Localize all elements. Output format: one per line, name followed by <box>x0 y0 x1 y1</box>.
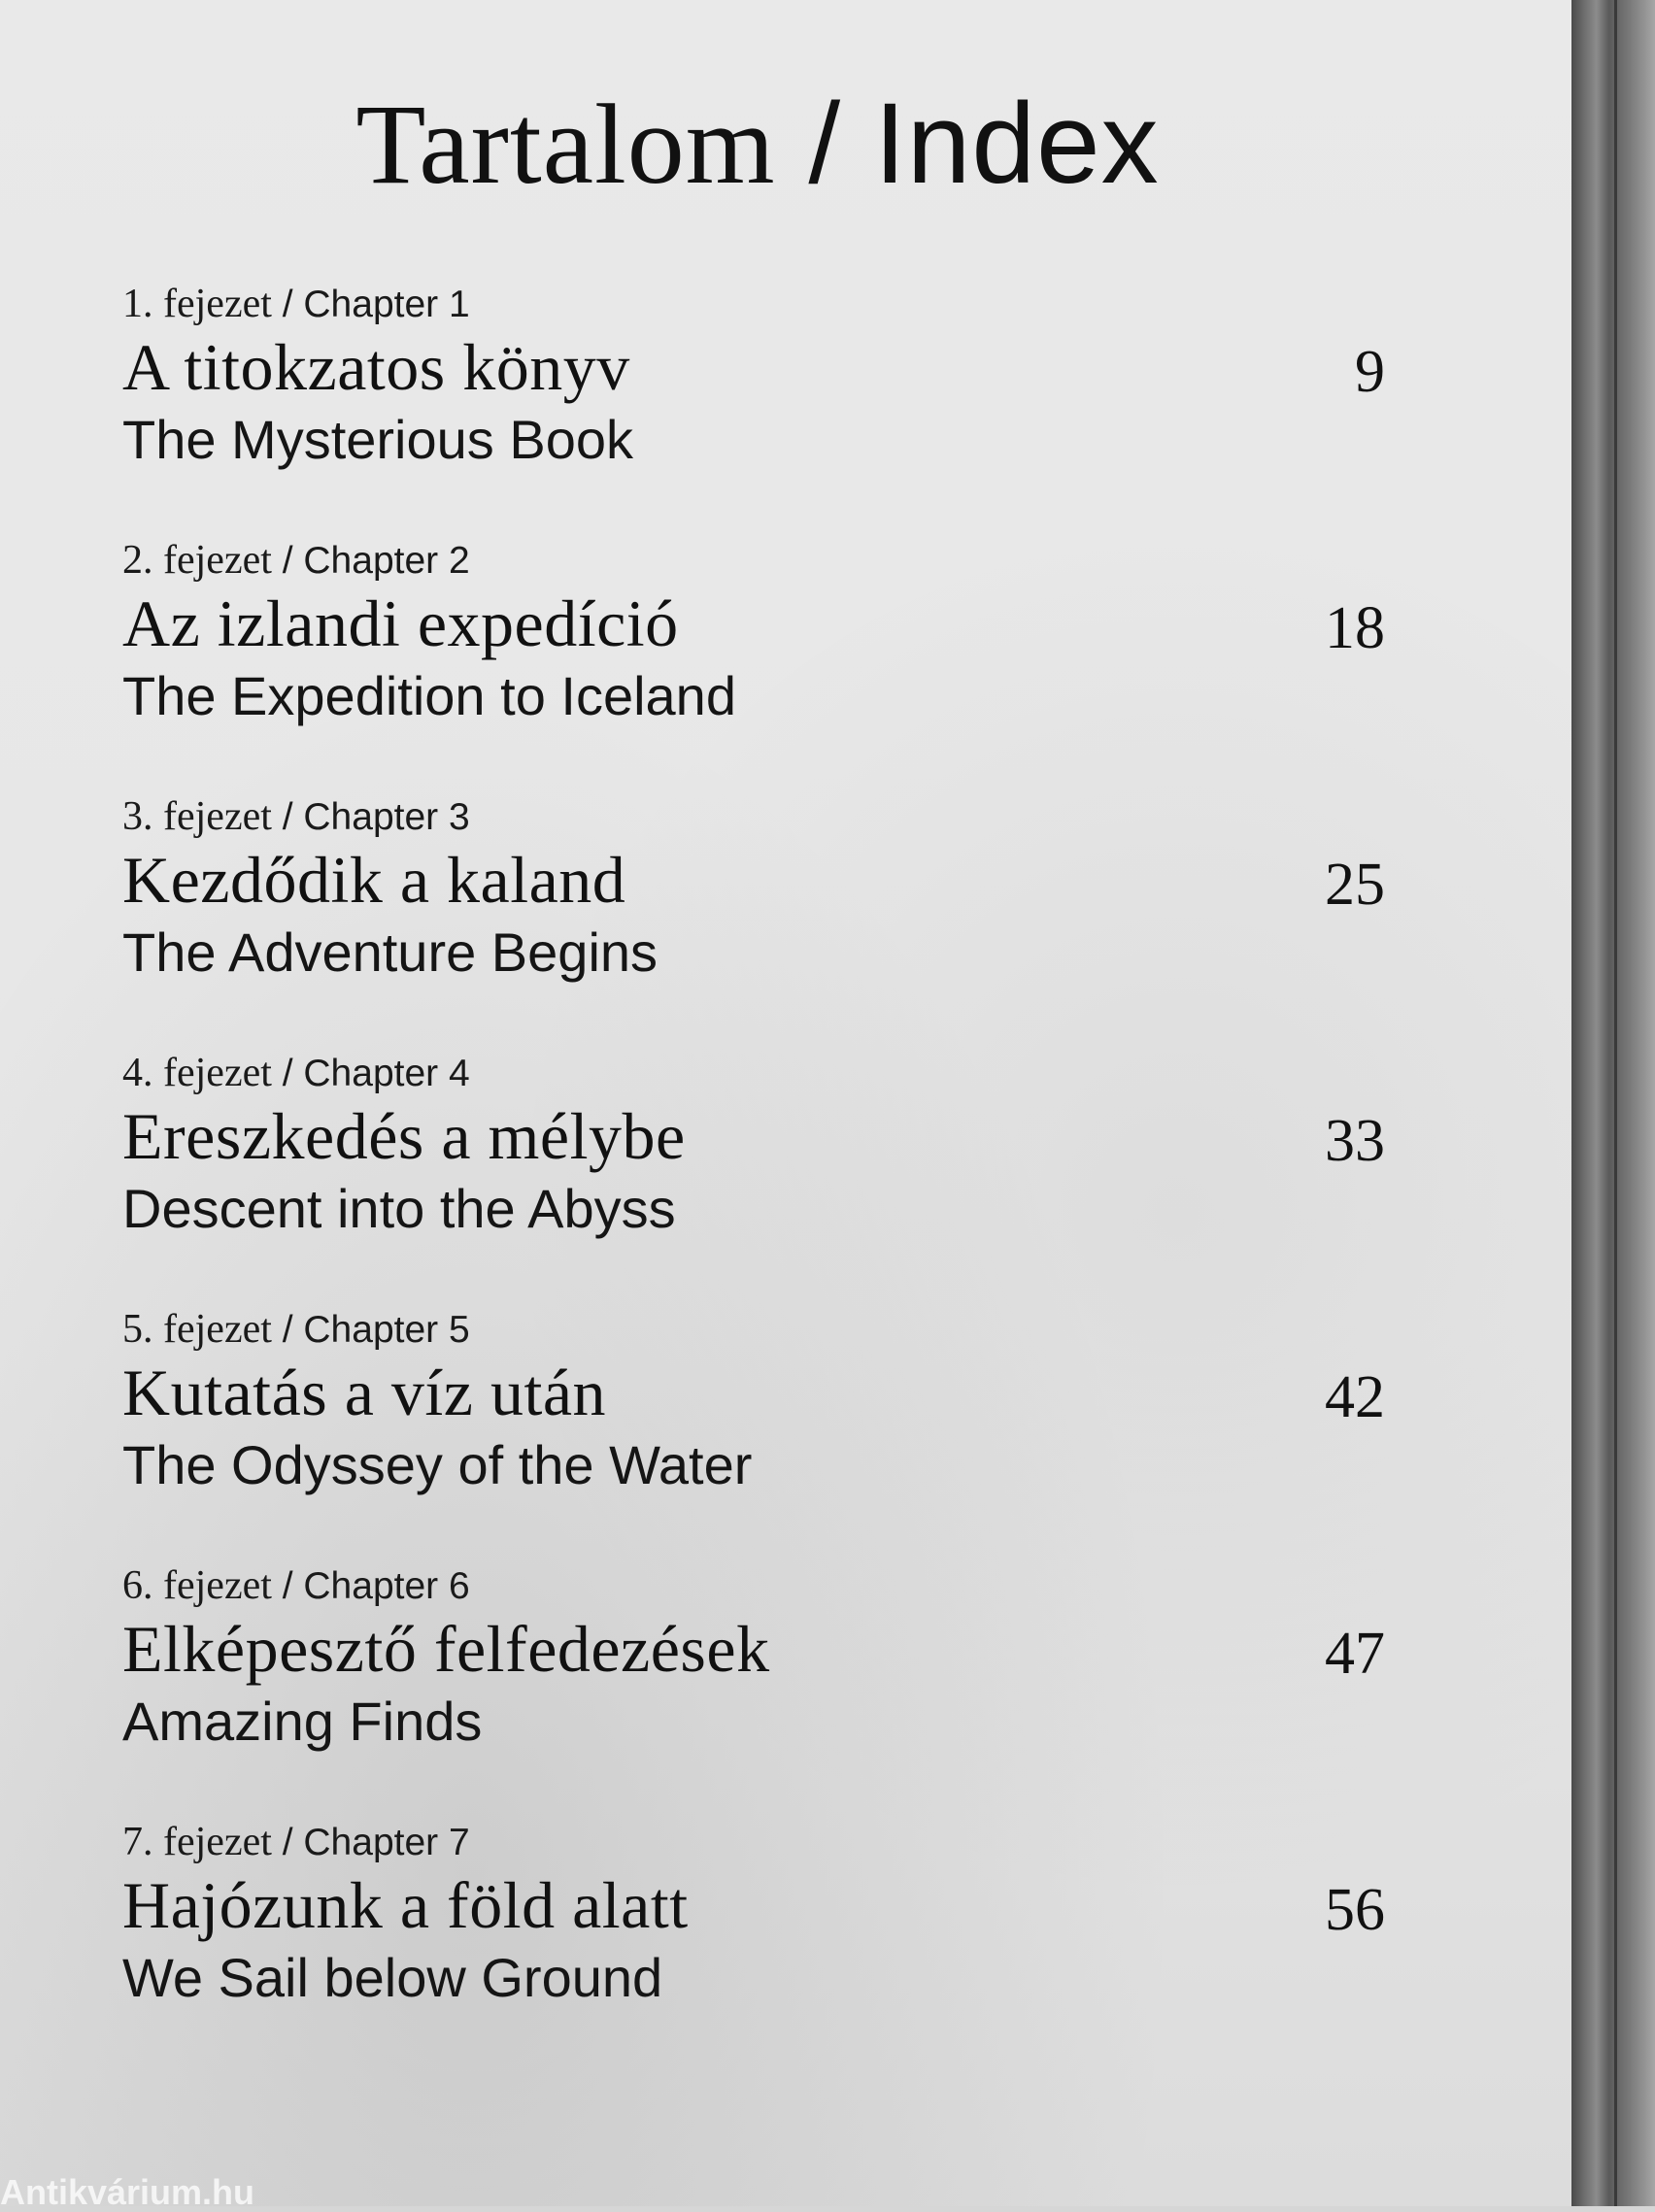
toc-entry-4 <box>122 1049 1385 1305</box>
table-of-contents <box>122 280 1385 2074</box>
chapter-title-hu: A titokzatos könyv <box>122 330 630 404</box>
page-number: 9 <box>1355 339 1385 405</box>
title-hungarian: Tartalom <box>355 81 776 208</box>
chapter-title-en: Descent into the Abyss <box>122 1178 676 1239</box>
toc-entry-6 <box>122 1561 1385 1818</box>
chapter-label <box>122 1561 1385 1611</box>
chapter-title-en: The Mysterious Book <box>122 409 633 470</box>
page-number: 33 <box>1325 1108 1385 1174</box>
chapter-label <box>122 1818 1385 1867</box>
chapter-label <box>122 1305 1385 1355</box>
title-english: / Index <box>775 80 1160 208</box>
chapter-title-en: Amazing Finds <box>122 1691 483 1752</box>
toc-entry-1 <box>122 280 1385 536</box>
page-number: 18 <box>1325 595 1385 661</box>
chapter-label-hu: 7. fejezet <box>122 1820 272 1864</box>
book-spine-edge <box>1571 0 1655 2206</box>
chapter-label-en: / Chapter 1 <box>271 284 470 325</box>
chapter-label <box>122 792 1385 842</box>
chapter-title-hu: Az izlandi expedíció <box>122 587 679 660</box>
chapter-label-en: / Chapter 2 <box>271 540 470 582</box>
chapter-title-hu: Hajózunk a föld alatt <box>122 1868 689 1942</box>
chapter-title-en: The Expedition to Iceland <box>122 665 736 726</box>
chapter-label-hu: 4. fejezet <box>122 1051 272 1095</box>
toc-entry-5 <box>122 1305 1385 1561</box>
chapter-label-en: / Chapter 4 <box>271 1053 470 1094</box>
chapter-label-hu: 5. fejezet <box>122 1307 272 1352</box>
chapter-label <box>122 280 1385 329</box>
page-title <box>0 76 1515 213</box>
chapter-title-hu: Elképesztő felfedezések <box>122 1612 770 1686</box>
toc-entry-3 <box>122 792 1385 1049</box>
chapter-title-en: The Adventure Begins <box>122 922 659 983</box>
chapter-title-hu: Kutatás a víz után <box>122 1356 607 1429</box>
chapter-title-en: We Sail below Ground <box>122 1947 663 2008</box>
chapter-label-hu: 2. fejezet <box>122 538 272 583</box>
toc-entry-2 <box>122 536 1385 792</box>
chapter-label-hu: 3. fejezet <box>122 794 272 839</box>
chapter-title-en: The Odyssey of the Water <box>122 1434 753 1495</box>
chapter-label-en: / Chapter 3 <box>271 796 470 838</box>
chapter-label <box>122 1049 1385 1098</box>
chapter-title-hu: Kezdődik a kaland <box>122 843 626 917</box>
chapter-label-hu: 6. fejezet <box>122 1563 272 1608</box>
page-number: 56 <box>1325 1877 1385 1943</box>
page-number: 42 <box>1325 1364 1385 1430</box>
toc-entry-7 <box>122 1818 1385 2074</box>
watermark: Antikvárium.hu <box>0 2172 255 2212</box>
chapter-title-hu: Ereszkedés a mélybe <box>122 1099 686 1173</box>
chapter-label-hu: 1. fejezet <box>122 282 272 326</box>
chapter-label-en: / Chapter 6 <box>271 1565 470 1607</box>
page-number: 47 <box>1325 1621 1385 1687</box>
chapter-label <box>122 536 1385 586</box>
page-number: 25 <box>1325 852 1385 918</box>
chapter-label-en: / Chapter 7 <box>271 1822 470 1863</box>
chapter-label-en: / Chapter 5 <box>271 1309 470 1351</box>
